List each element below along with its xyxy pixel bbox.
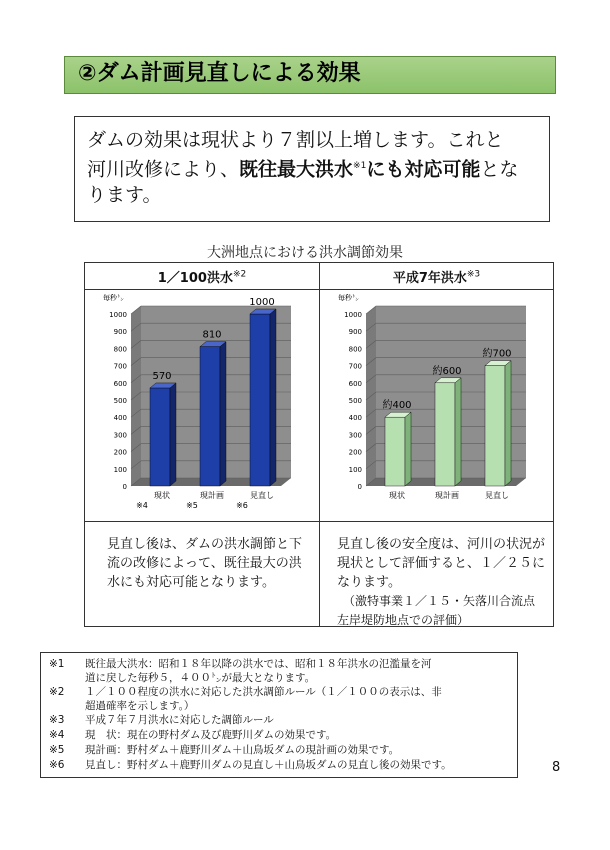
footnote-4 xyxy=(49,728,515,742)
panel-1-title-mark: ※2 xyxy=(232,269,247,280)
data-label: 570 xyxy=(152,370,172,382)
x-tick-label: 現状 xyxy=(389,491,405,500)
data-label: 約700 xyxy=(482,348,512,360)
footnote-text: 超過確率を示します。） xyxy=(85,700,195,712)
chart-table-divider-vertical xyxy=(319,263,320,626)
category-footnote-mark: ※4 xyxy=(136,501,148,510)
panel-1-title xyxy=(85,267,319,286)
footnote-text: 現計画：野村ダム＋鹿野川ダム＋山鳥坂ダムの現計画の効果です。 xyxy=(85,744,400,756)
panel-2-title-text: 平成7年洪水 xyxy=(392,271,467,286)
bar xyxy=(385,417,405,486)
chart-1-1-100-flood xyxy=(87,291,317,519)
y-tick-label: 100 xyxy=(113,465,127,474)
summary-highlight-max-flood: 既往最大洪水 xyxy=(239,158,354,181)
summary-highlight-capable: にも対応可能 xyxy=(366,158,481,181)
panel-2-note-line: （激特事業１／１５・矢落川合流点 xyxy=(343,594,536,608)
y-tick-label: 800 xyxy=(113,345,127,354)
footnote-6 xyxy=(49,758,515,772)
y-tick-label: 300 xyxy=(113,431,127,440)
category-footnote-mark: ※6 xyxy=(236,501,248,510)
y-tick-label: 1000 xyxy=(344,311,362,319)
section-title: ②ダム計画見直しによる効果 xyxy=(78,61,361,86)
panel-1-note-line: 水にも対応可能となります。 xyxy=(107,575,275,590)
bar xyxy=(250,314,270,486)
panel-1-note-line: 流の改修によって、既往最大の洪 xyxy=(107,556,302,571)
footnote-text: １／１００程度の洪水に対応した洪水調節ルール（１／１００の表示は、非 xyxy=(85,686,442,698)
footnote-3 xyxy=(49,713,515,727)
footnote-id: ※4 xyxy=(49,729,65,741)
x-tick-label: 見直し xyxy=(250,491,274,500)
footnote-2 xyxy=(49,685,515,713)
y-tick-label: 1000 xyxy=(109,311,127,319)
summary-line-3: ります。 xyxy=(87,184,162,207)
footnote-text: 現 状：現在の野村ダム及び鹿野川ダムの効果です。 xyxy=(85,729,337,741)
summary-line-1: ダムの効果は現状より７割以上増します。これと xyxy=(87,129,504,151)
y-tick-label: 700 xyxy=(113,362,127,371)
y-tick-label: 0 xyxy=(357,483,362,491)
summary-line-2-pre: 河川改修により、 xyxy=(87,158,240,181)
panel-2-note-line: 左岸堤防地点での評価） xyxy=(337,613,470,627)
y-tick-label: 600 xyxy=(348,379,362,388)
bar-side xyxy=(170,383,176,486)
bar xyxy=(200,347,220,486)
panel-2-note-line: 見直し後の安全度は、河川の状況が xyxy=(337,537,546,552)
bar-side xyxy=(505,361,511,486)
figure-caption: 大洲地点における洪水調節効果 xyxy=(207,245,403,261)
panel-2-title-mark: ※3 xyxy=(466,269,481,280)
y-tick-label: 500 xyxy=(348,397,362,405)
y-tick-label: 600 xyxy=(113,379,127,388)
panel-1-note xyxy=(107,535,317,592)
bar-side xyxy=(270,309,276,486)
chart-table xyxy=(84,262,554,627)
y-tick-label: 200 xyxy=(348,448,362,457)
y-tick-label: 900 xyxy=(113,328,127,337)
footnote-5 xyxy=(49,743,515,757)
panel-2-note-line: なります。 xyxy=(337,575,401,590)
footnotes-box xyxy=(40,652,518,778)
panel-2-title xyxy=(320,267,553,286)
panel-2-note-line: 現状として評価すると、１／２５に xyxy=(337,556,546,571)
bar-side xyxy=(220,342,226,486)
chart-table-divider-notes xyxy=(85,521,553,522)
footnote-id: ※2 xyxy=(49,686,65,698)
footnote-1 xyxy=(49,657,515,685)
bar xyxy=(435,383,455,486)
data-label: 810 xyxy=(202,329,222,341)
footnote-id: ※6 xyxy=(49,759,65,771)
y-tick-label: 200 xyxy=(113,448,127,457)
summary-box xyxy=(74,116,550,222)
y-tick-label: 800 xyxy=(348,345,362,354)
footnote-id: ※1 xyxy=(49,658,65,670)
footnote-text: 平成７年７月洪水に対応した調節ルール xyxy=(85,714,274,726)
footnote-text: 既往最大洪水：昭和１８年以降の洪水では、昭和１８年洪水の氾濫量を河 xyxy=(85,658,432,670)
chart-2-h7-flood xyxy=(322,291,552,519)
y-tick-label: 100 xyxy=(348,465,362,474)
summary-line-2 xyxy=(87,153,537,182)
summary-line-2-post: とな xyxy=(480,158,519,181)
x-tick-label: 現計画 xyxy=(435,491,459,500)
category-footnote-mark: ※5 xyxy=(186,501,198,510)
y-tick-label: 900 xyxy=(348,328,362,337)
page-number: 8 xyxy=(552,760,561,775)
x-tick-label: 見直し xyxy=(485,491,509,500)
data-label: 約400 xyxy=(382,400,412,412)
chart-table-divider-head xyxy=(85,289,553,290)
footnote-id: ※5 xyxy=(49,744,65,756)
y-tick-label: 500 xyxy=(113,397,127,405)
bar-side xyxy=(455,378,461,486)
footnote-id: ※3 xyxy=(49,714,65,726)
bar-side xyxy=(405,412,411,486)
y-unit-label: 毎秒㌧ xyxy=(103,294,124,302)
y-tick-label: 0 xyxy=(122,483,127,491)
panel-1-title-text: 1／100洪水 xyxy=(157,271,233,286)
y-tick-label: 700 xyxy=(348,362,362,371)
y-tick-label: 400 xyxy=(348,414,362,423)
x-tick-label: 現計画 xyxy=(200,491,224,500)
x-tick-label: 現状 xyxy=(154,491,170,500)
footnote-text: 道に戻した毎秒５，４００㌧が最大となります。 xyxy=(85,672,316,684)
data-label: 1000 xyxy=(249,297,275,308)
panel-2-note xyxy=(337,535,552,630)
panel-1-note-line: 見直し後は、ダムの洪水調節と下 xyxy=(107,537,303,552)
y-tick-label: 400 xyxy=(113,414,127,423)
y-unit-label: 毎秒㌧ xyxy=(338,294,359,302)
summary-footnote-mark: ※1 xyxy=(353,161,367,171)
y-tick-label: 300 xyxy=(348,431,362,440)
footnote-text: 見直し：野村ダム＋鹿野川ダムの見直し＋山鳥坂ダムの見直し後の効果です。 xyxy=(85,759,452,771)
data-label: 約600 xyxy=(432,365,462,377)
bar xyxy=(485,366,505,486)
bar xyxy=(150,388,170,486)
